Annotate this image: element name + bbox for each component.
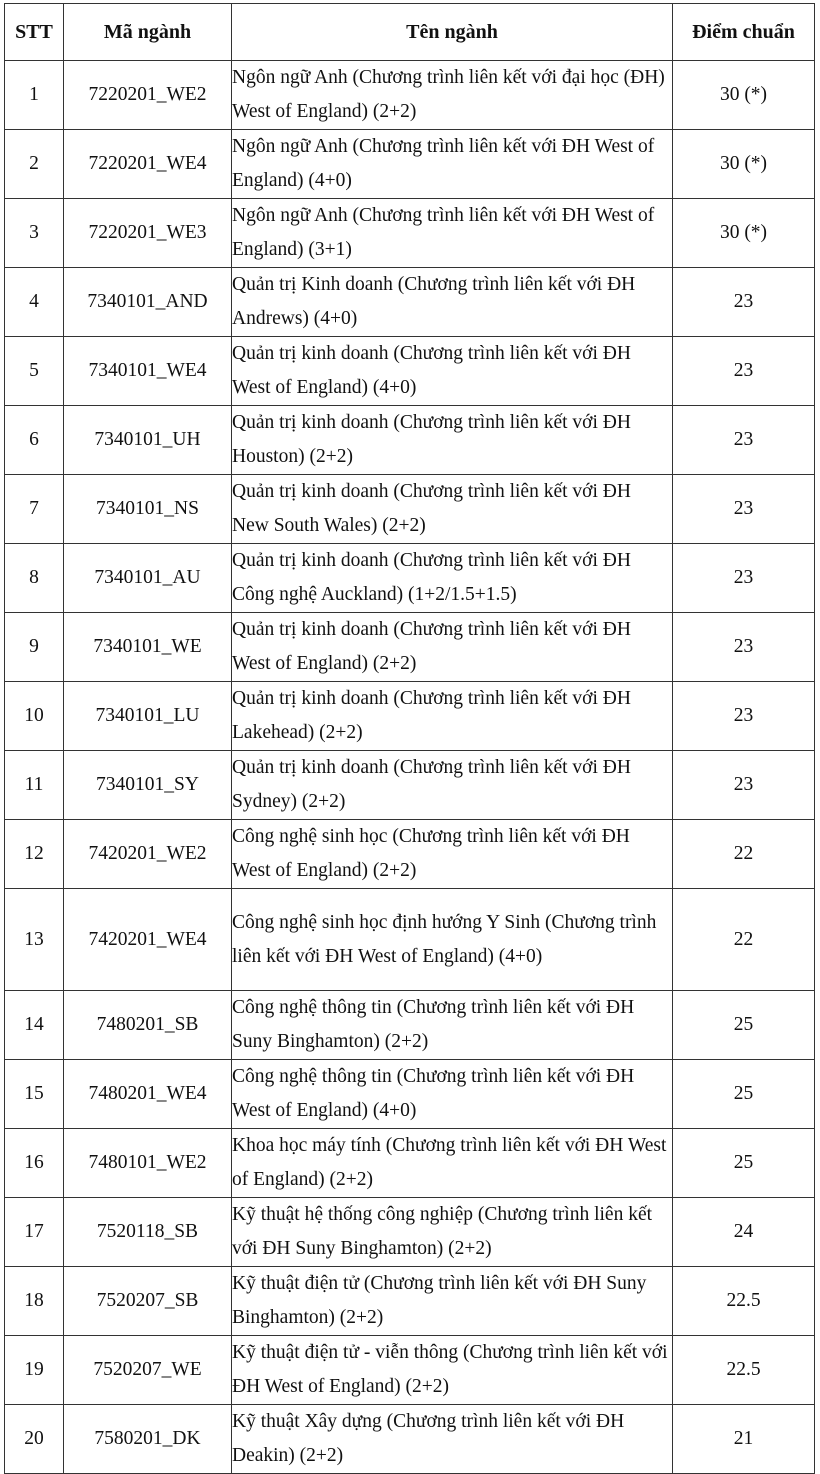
row-name-cell: Kỹ thuật điện tử - viễn thông (Chương trình liên kết với ĐH West of England) (2+2) (232, 1336, 673, 1405)
table-row (5, 1267, 815, 1336)
row-score-cell: 25 (673, 991, 815, 1060)
row-stt-cell: 13 (5, 889, 64, 991)
table-row (5, 889, 815, 991)
table-row (5, 613, 815, 682)
header-stt: STT (5, 4, 64, 61)
row-score-cell: 25 (673, 1129, 815, 1198)
row-score-cell: 22.5 (673, 1267, 815, 1336)
table-row (5, 475, 815, 544)
row-score-cell: 30 (*) (673, 61, 815, 130)
row-score-cell: 23 (673, 751, 815, 820)
table-row (5, 751, 815, 820)
row-name-cell: Công nghệ sinh học định hướng Y Sinh (Chương trình liên kết với ĐH West of England) (4+0) (232, 889, 673, 991)
row-code-cell: 7340101_AND (64, 268, 232, 337)
row-code-cell: 7520207_WE (64, 1336, 232, 1405)
row-score-cell: 24 (673, 1198, 815, 1267)
row-stt-cell: 11 (5, 751, 64, 820)
row-stt-cell: 17 (5, 1198, 64, 1267)
row-code-cell: 7480201_WE4 (64, 1060, 232, 1129)
row-score-cell: 30 (*) (673, 199, 815, 268)
table-body (5, 61, 815, 1474)
row-name-cell: Ngôn ngữ Anh (Chương trình liên kết với đại học (ĐH) West of England) (2+2) (232, 61, 673, 130)
row-stt-cell: 4 (5, 268, 64, 337)
row-code-cell: 7340101_WE (64, 613, 232, 682)
table-row (5, 544, 815, 613)
row-code-cell: 7480101_WE2 (64, 1129, 232, 1198)
row-score-cell: 22 (673, 889, 815, 991)
row-score-cell: 22 (673, 820, 815, 889)
table-row (5, 1129, 815, 1198)
row-name-cell: Khoa học máy tính (Chương trình liên kết với ĐH West of England) (2+2) (232, 1129, 673, 1198)
row-score-cell: 21 (673, 1405, 815, 1474)
row-stt-cell: 14 (5, 991, 64, 1060)
header-name: Tên ngành (232, 4, 673, 61)
table-row (5, 1060, 815, 1129)
row-name-cell: Công nghệ thông tin (Chương trình liên kết với ĐH Suny Binghamton) (2+2) (232, 991, 673, 1060)
table-row (5, 1336, 815, 1405)
row-code-cell: 7340101_NS (64, 475, 232, 544)
row-stt-cell: 2 (5, 130, 64, 199)
row-code-cell: 7340101_WE4 (64, 337, 232, 406)
table-row (5, 130, 815, 199)
row-stt-cell: 7 (5, 475, 64, 544)
row-code-cell: 7420201_WE4 (64, 889, 232, 991)
row-name-cell: Quản trị kinh doanh (Chương trình liên kết với ĐH Lakehead) (2+2) (232, 682, 673, 751)
row-name-cell: Quản trị kinh doanh (Chương trình liên kết với ĐH Công nghệ Auckland) (1+2/1.5+1.5) (232, 544, 673, 613)
row-code-cell: 7220201_WE4 (64, 130, 232, 199)
row-score-cell: 22.5 (673, 1336, 815, 1405)
table-row (5, 406, 815, 475)
row-code-cell: 7340101_AU (64, 544, 232, 613)
row-score-cell: 23 (673, 682, 815, 751)
row-stt-cell: 15 (5, 1060, 64, 1129)
row-stt-cell: 20 (5, 1405, 64, 1474)
row-score-cell: 25 (673, 1060, 815, 1129)
row-score-cell: 30 (*) (673, 130, 815, 199)
admission-score-table (4, 3, 815, 1474)
row-name-cell: Ngôn ngữ Anh (Chương trình liên kết với ĐH West of England) (4+0) (232, 130, 673, 199)
row-score-cell: 23 (673, 406, 815, 475)
table-row (5, 61, 815, 130)
table-row (5, 337, 815, 406)
header-score: Điểm chuẩn (673, 4, 815, 61)
row-score-cell: 23 (673, 268, 815, 337)
row-code-cell: 7220201_WE2 (64, 61, 232, 130)
table-row (5, 991, 815, 1060)
header-code: Mã ngành (64, 4, 232, 61)
table-row (5, 268, 815, 337)
row-score-cell: 23 (673, 544, 815, 613)
row-name-cell: Công nghệ thông tin (Chương trình liên kết với ĐH West of England) (4+0) (232, 1060, 673, 1129)
row-name-cell: Quản trị kinh doanh (Chương trình liên kết với ĐH Sydney) (2+2) (232, 751, 673, 820)
row-name-cell: Quản trị kinh doanh (Chương trình liên kết với ĐH New South Wales) (2+2) (232, 475, 673, 544)
row-stt-cell: 9 (5, 613, 64, 682)
row-name-cell: Công nghệ sinh học (Chương trình liên kết với ĐH West of England) (2+2) (232, 820, 673, 889)
row-name-cell: Kỹ thuật hệ thống công nghiệp (Chương trình liên kết với ĐH Suny Binghamton) (2+2) (232, 1198, 673, 1267)
row-name-cell: Quản trị kinh doanh (Chương trình liên kết với ĐH West of England) (4+0) (232, 337, 673, 406)
row-name-cell: Kỹ thuật Xây dựng (Chương trình liên kết với ĐH Deakin) (2+2) (232, 1405, 673, 1474)
table-row (5, 820, 815, 889)
row-stt-cell: 1 (5, 61, 64, 130)
row-name-cell: Quản trị Kinh doanh (Chương trình liên kết với ĐH Andrews) (4+0) (232, 268, 673, 337)
table-row (5, 682, 815, 751)
row-stt-cell: 18 (5, 1267, 64, 1336)
row-code-cell: 7580201_DK (64, 1405, 232, 1474)
row-stt-cell: 5 (5, 337, 64, 406)
row-name-cell: Quản trị kinh doanh (Chương trình liên kết với ĐH Houston) (2+2) (232, 406, 673, 475)
row-stt-cell: 3 (5, 199, 64, 268)
row-score-cell: 23 (673, 337, 815, 406)
row-code-cell: 7480201_SB (64, 991, 232, 1060)
row-code-cell: 7420201_WE2 (64, 820, 232, 889)
row-score-cell: 23 (673, 475, 815, 544)
row-code-cell: 7340101_SY (64, 751, 232, 820)
table-row (5, 199, 815, 268)
row-stt-cell: 12 (5, 820, 64, 889)
row-stt-cell: 10 (5, 682, 64, 751)
row-score-cell: 23 (673, 613, 815, 682)
row-code-cell: 7220201_WE3 (64, 199, 232, 268)
row-name-cell: Ngôn ngữ Anh (Chương trình liên kết với ĐH West of England) (3+1) (232, 199, 673, 268)
row-name-cell: Kỹ thuật điện tử (Chương trình liên kết với ĐH Suny Binghamton) (2+2) (232, 1267, 673, 1336)
row-stt-cell: 16 (5, 1129, 64, 1198)
table-row (5, 1405, 815, 1474)
table-header (5, 4, 815, 61)
row-code-cell: 7340101_LU (64, 682, 232, 751)
row-stt-cell: 8 (5, 544, 64, 613)
header-row (5, 4, 815, 61)
row-name-cell: Quản trị kinh doanh (Chương trình liên kết với ĐH West of England) (2+2) (232, 613, 673, 682)
row-code-cell: 7520207_SB (64, 1267, 232, 1336)
row-code-cell: 7520118_SB (64, 1198, 232, 1267)
row-stt-cell: 19 (5, 1336, 64, 1405)
table-row (5, 1198, 815, 1267)
row-code-cell: 7340101_UH (64, 406, 232, 475)
row-stt-cell: 6 (5, 406, 64, 475)
